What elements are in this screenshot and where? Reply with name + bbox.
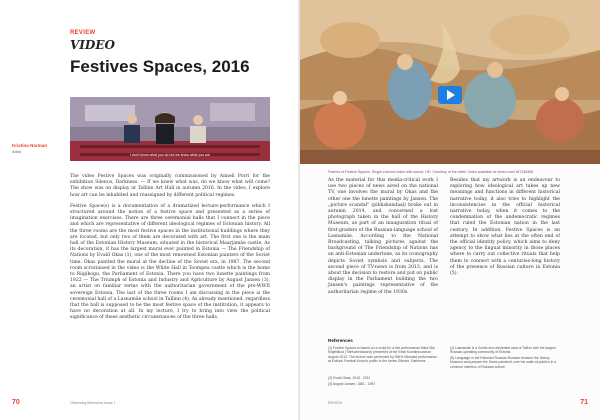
mural-painting — [300, 0, 600, 164]
right-page — [300, 0, 600, 420]
play-icon — [447, 90, 455, 100]
body-column-2: Besides that my artwork is an endeavour to exploring how ideological art takes up new meanings and functions in different historical narrative today, it also tries to highlight the inconsistencies in the official historical narrative today, when it comes to the condemnation of the undemocratic regimes that ruled the Estonian nation in the last century. In addition, Festive Spaces is an attempt to show what lies at the often end of the official identity policy, which aims to deny agency to the lingual minority in those places where to carry out collective rituals that help them to connect with a centuries-long history of the presence of Russian culture in Estonia (5). — [450, 178, 560, 277]
body-column-1: As the material for this media-critical work I use two pieces of news aired on the national TV, one involves the mural by Okas and the other one the lunette paintings by Jansen. The „picture scandal" (pildiskandaal) broke out in autumn 2014, and concerned a lost photograph taken in the hall of the History Museum, as part of an inauguration ritual of first-graders of the Russian-language school of Lasnamäe. According to the National Broadcasting, talking pictures against the background of The Friendship of Nations has an anti-Estonian undertone, as its iconography depicts Soviet symbols and subjects. The second piece of TV-news is from 2013, and is about the decision to restore and put on public display in the Parliament building the two Jansen's paintings representative of the authoritarian regime of the 1930s. — [328, 178, 438, 295]
author-name: Kristina Norman — [12, 143, 48, 148]
running-head-right: REVIEW — [328, 401, 343, 405]
reference-item: (4) Lasnamäe is a Soviet-era residential area of Tallinn with the largest Russian-speaking community of Estonia. — [450, 346, 556, 355]
reference-item: (1) Festive Spaces is based on a script for a live performance titled Mai Kiigelillkud (Titelvahendused) presented at the Eesti Kunstimuuseum August 2013. The lecture was performed by SNHL Mismaid performance at Kultuuri Festival Kumu's public in the series Silence, Darkness. — [328, 346, 438, 364]
reference-item: (5) Language in the Estonian Russian-Russian became the history Museum and prepare the Dewe painted it over the walls at public's in a common intention of Russian culture. — [450, 356, 557, 369]
video-subtitle: I don't know what you do but we know what you are — [130, 153, 210, 157]
article-title: Festives Spaces, 2016 — [70, 57, 250, 76]
video-caption: Frames of Festive Spaces. Single-channel video with sound, HD. Courtesy of the artist. Video available at vimeo.com/187438466 — [328, 170, 534, 174]
reference-item: (2) Evald Okas, 1915 - 2011 — [328, 376, 371, 380]
article-body — [70, 174, 270, 322]
page-number-left: 70 — [12, 399, 20, 406]
references-heading: References — [328, 338, 353, 343]
reference-item: (3) August Jansen, 1881 - 1957 — [328, 382, 376, 386]
author-role: Artist — [12, 149, 22, 154]
play-button[interactable] — [438, 86, 462, 104]
category-heading: VIDEO — [70, 38, 115, 52]
performance-photo — [70, 97, 270, 161]
body-paragraph-2: Festive Space(s) is a documentation of a dramatized lecture-performance which I structured around the notion of a festive space and presented as a series of imagination exercises. There are three ceremonial halls that I connect in the piece and which are representative of different ideological regimes of Estonian history. All the three rooms are the most festive spaces in the institutional buildings where they are located, but only two of them are decorated with art. The first one is the main hall of the Estonian History Museum, situated in the historical Maarjamäe castle. As its decoration, it has the largest mural ever painted in Estonia — The Friendship of Nations by Evald Okas (1), one of the most renowned Estonian painters of the Soviet time. Okas painted the mural at the decline of the Soviet era, in 1987. The second room scrutinised in the video is the White Hall in Toompea castle which is the home to Riigikogu, the Parliament of Estonia. There you have two lunette paintings from 1922 — The Triumph of Estonia and Industry and Agriculture by August Jansen (3), an artist on familiar terms with the authoritarian government of the pre-WWII sovereign Estonia. The last of the three rooms I am discussing in the piece is the ceremonial hall of a Lasnamäe school in Tallinn (4). As already mentioned, regardless that the hall is supposed to be the most festive space of the institution, it appears to have no decoration at all. In my lecture, I try to bring into view the political significance of these aesthetic circumstances of the three halls. — [70, 203, 270, 321]
page-number-right: 71 — [580, 399, 588, 406]
performance-photo-art — [70, 97, 270, 161]
video-still[interactable] — [300, 0, 600, 164]
body-paragraph-1: The video Festive Spaces was originally commissioned by Anneli Porri for the exhibition Silence, Darkness. — If we knew what was, do we know what will come? The show was on display at Tallinn Art Hall in autumn 2016. In the video, I explore how art can be inhabited and reassigned by different political regimes. — [70, 174, 270, 198]
section-label: REVIEW — [70, 30, 96, 36]
running-head-left: Observing Memories Issue 1 — [70, 401, 116, 405]
